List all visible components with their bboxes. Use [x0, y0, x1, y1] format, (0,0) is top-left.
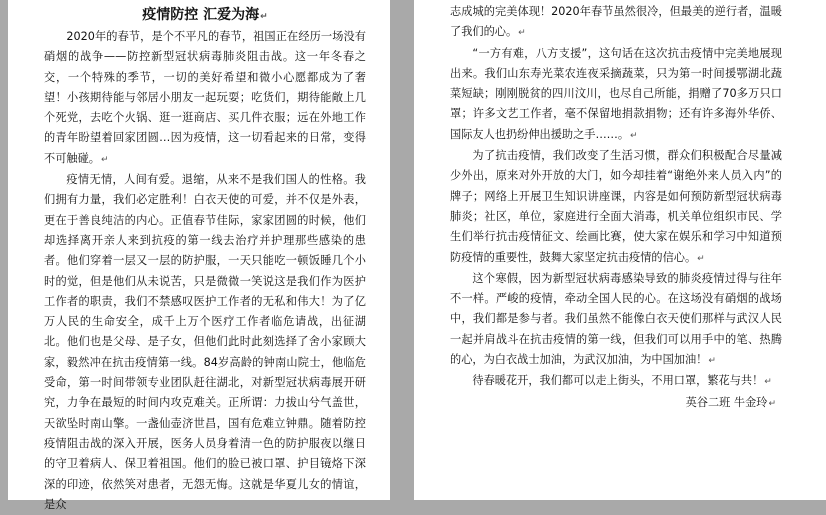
paragraph-mark-icon: ↵	[630, 130, 638, 141]
author-signature[interactable]: 英谷二班 牛金玲↵	[685, 395, 776, 409]
body-paragraph[interactable]: 为了抗击疫情，我们改变了生活习惯，群众们积极配合尽量减少外出，原来对外开放的大门，如今却挂着“谢绝外来人员入内”的牌子；网络上开展卫生知识讲座课，内容是如何预防新型冠状病毒肺炎；社区，单位，家庭进行全面大消毒，机关单位组织市民、学生们举行抗击疫情征文、绘画比赛，使大家在娱乐和学习中知道预防疫情的重要性，鼓舞大家坚定抗击疫情的信心。↵	[450, 149, 782, 264]
paragraph-mark-icon: ↵	[260, 12, 268, 22]
document-title[interactable]: 疫情防控 汇爱为海↵	[142, 7, 268, 23]
paragraph-mark-icon: ↵	[764, 377, 772, 388]
body-paragraph[interactable]: 这个寒假，因为新型冠状病毒感染导致的肺炎疫情过得与往年不一样。严峻的疫情，牵动全国人民的心。在这场没有硝烟的战场中，我们都是参与者。我们虽然不能像白衣天使们那样与武汉人民一起并肩战斗在抗击疫情的第一线，但我们可以用手中的笔、热腾的心，为白衣战士加油，为武汉加油，为中国加油！↵	[450, 271, 782, 367]
body-paragraph[interactable]: 2020年的春节，是个不平凡的春节，祖国正在经历一场没有硝烟的战争——防控新型冠状病毒肺炎阻击战。这一年冬春之交，一个特殊的季节，一切的美好希望和微小心愿都成为了奢望！小孩期待能与邻居小朋友一起玩耍；吃货们，期待能敞上几个死党，去吃个火锅、逛一逛商店、买几件衣服；远在外地工作的青年盼望着回家团圆…因为疫情，这一切看起来的日常，变得不可触碰。↵	[44, 30, 366, 165]
body-paragraph[interactable]: “一方有难，八方支援”，这句话在这次抗击疫情中完美地展现出来。我们山东寿光菜农连夜采摘蔬菜，只为第一时间援鄂湖北蔬菜短缺；刚刚脱贫的四川汶川，也尽自己所能，捐赠了70多万只口罩；许多文艺工作者，毫不保留地捐款捐物；还有许多海外华侨、国际友人也扔纷伸出援助之手……。↵	[450, 46, 782, 141]
page-right	[414, 0, 826, 500]
body-paragraph[interactable]: 待春暖花开，我们都可以走上街头，不用口罩，繁花与共！↵	[472, 374, 772, 388]
paragraph-mark-icon: ↵	[708, 356, 716, 367]
body-paragraph-continuation[interactable]: 志成城的完美体现！2020年春节虽然很冷，但最美的逆行者，温暖了我们的心。↵	[450, 5, 782, 39]
paragraph-mark-icon: ↵	[100, 154, 109, 165]
paragraph-mark-icon: ↵	[518, 28, 526, 39]
paragraph-mark-icon: ↵	[697, 253, 705, 264]
paragraph-mark-icon: ↵	[768, 398, 776, 409]
body-paragraph[interactable]: 疫情无情，人间有爱。退缩，从来不是我们国人的性格。我们拥有力量，我们必定胜利！白衣天使的可爱，并不仅是外表，更在于善良纯洁的内心。正值春节佳际，家家团圆的时候，他们却选择离开亲人来到抗疫的第一线去治疗并护理那些感染的患者。他们穿着一层又一层的防护服，一天只能吃一顿饭睡几个小时的觉，但是他们从未说苦，只是微微一笑说这是我们作为医护工作者的职责，我们不禁感叹医护工作者的无私和伟大！为了亿万人民的生命安全，成千上万个医疗工作者临危请战，出征湖北。他们也是父母、是子女，但他们此时此刻选择了舍小家顾大家，毅然冲在抗击疫情第一线。84岁高龄的钟南山院士，他临危受命，第一时间带领专业团队赶往湖北，对新型冠状病毒展开研究，力争在最短的时间内攻克难关。正所谓：力拔山兮气盖世，天欲坠时南山擎。一盏仙壶济世昌，国有危难立钟鼎。随着防控疫情阻击战的深入开展，医务人员身着清一色的防护服夜以继日的守卫着病人、保卫着祖国。他们的脸已被口罩、护目镜烙下深深的印迹，依然笑对患者，无怨无悔。这就是华夏儿女的情谊，是众	[44, 173, 366, 511]
page-left	[8, 0, 390, 511]
